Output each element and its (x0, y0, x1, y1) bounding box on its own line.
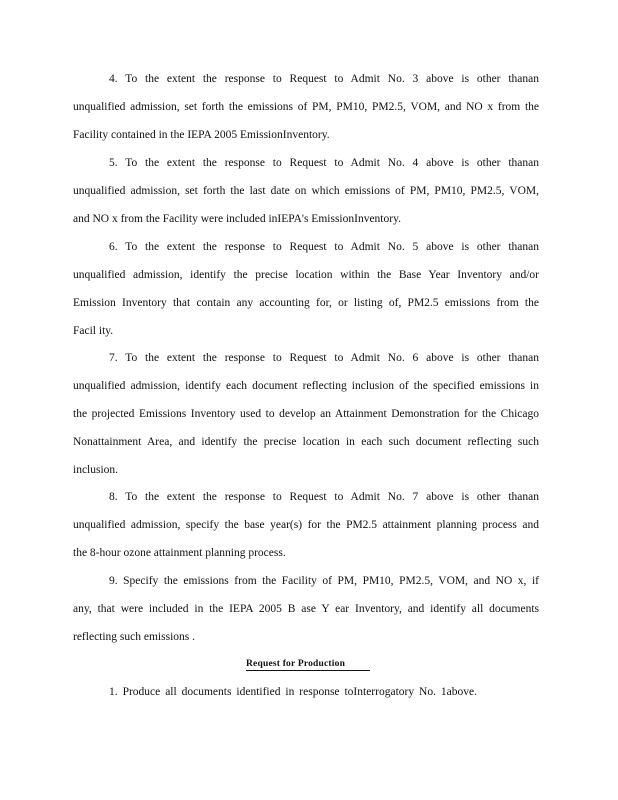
production-item-1: 1. Produce all documents identified in response toInterrogatory No. 1above. (109, 686, 477, 698)
item-4-line-1: 4. To the extent the response to Request to Admit No. 3 above is other thanan (109, 73, 539, 85)
item-6-line-2: unqualified admission, identify the precise location within the Base Year Inventory and/or (73, 269, 539, 281)
item-7-line-4: Nonattainment Area, and identify the precise location in each such document reflecting such (73, 436, 539, 448)
item-5-line-1: 5. To the extent the response to Request to Admit No. 4 above is other thanan (109, 157, 539, 169)
item-7-line-3: the projected Emissions Inventory used to develop an Attainment Demonstration for the Chicago (73, 408, 539, 420)
item-7-line-5: inclusion. (73, 464, 119, 476)
item-7-line-2: unqualified admission, identify each document reflecting inclusion of the specified emissions in (73, 380, 539, 392)
item-4-line-3: Facility contained in the IEPA 2005 EmissionInventory. (73, 129, 330, 141)
request-for-production-heading (246, 658, 370, 671)
item-9-line-2: any, that were included in the IEPA 2005 B ase Y ear Inventory, and identify all documents (73, 603, 539, 615)
item-9-line-1: 9. Specify the emissions from the Facility of PM, PM10, PM2.5, VOM, and NO x, if (109, 575, 539, 587)
item-5-line-3: and NO x from the Facility were included inIEPA's EmissionInventory. (73, 213, 401, 225)
item-6-line-3: Emission Inventory that contain any accounting for, or listing of, PM2.5 emissions from the (73, 297, 539, 309)
item-6-line-4: Facil ity. (73, 325, 114, 337)
item-7-line-1: 7. To the extent the response to Request to Admit No. 6 above is other thanan (109, 352, 539, 364)
item-8-line-2: unqualified admission, specify the base year(s) for the PM2.5 attainment planning process and (73, 519, 539, 531)
item-5-line-2: unqualified admission, set forth the last date on which emissions of PM, PM10, PM2.5, VOM, (73, 185, 539, 197)
item-6-line-1: 6. To the extent the response to Request to Admit No. 5 above is other thanan (109, 241, 539, 253)
item-4-line-2: unqualified admission, set forth the emissions of PM, PM10, PM2.5, VOM, and NO x from the (73, 101, 539, 113)
heading-text: Request for Production (246, 659, 346, 669)
item-8-line-1: 8. To the extent the response to Request to Admit No. 7 above is other thanan (109, 491, 539, 503)
item-9-line-3: reflecting such emissions . (73, 631, 196, 643)
item-8-line-3: the 8-hour ozone attainment planning process. (73, 547, 286, 559)
